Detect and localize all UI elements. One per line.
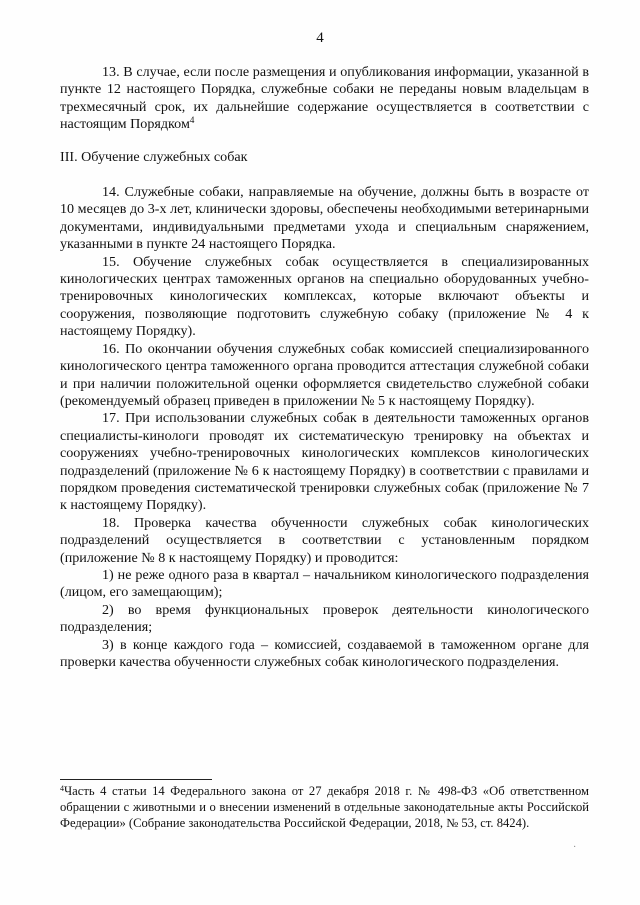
footnote-reference: 4 [189,115,195,126]
footnote-divider [60,779,212,780]
footnote-text: Часть 4 статьи 14 Федерального закона от 27 декабря 2018 г. № 498-ФЗ «Об ответственном обращении с животными и о внесении изменений в отдельные законодательные акты Российской Федерации» (Собрание законодательства Российской Федерации, 2018, № 53, ст. 8424). [60,784,589,830]
list-item-18-3: 3) в конце каждого года – комиссией, создаваемой в таможенном органе для проверки качества обученности служебных собак кинологического подразделения. [60,636,589,670]
list-item-18-2: 2) во время функциональных проверок деятельности кинологического подразделения; [60,601,589,636]
footnote [60,784,589,831]
paragraph-13-text: 13. В случае, если после размещения и опубликования информации, указанной в пункте 12 настоящего Порядка, служебные собаки не переданы новым владельцам в трехмесячный срок, их дальнейшие содержание осуществляется в соответствии с настоящим Порядком [60,64,589,133]
paragraph-16: 16. По окончании обучения служебных собак комиссией специализированного кинологического центра таможенного органа проводится аттестация служебной собаки и при наличии положительной оценки оформляется свидетельство служебной собаки (рекомендуемый образец приведен в приложении № 5 к настоящему Порядку). [60,340,589,409]
list-item-18-1: 1) не реже одного раза в квартал – начальником кинологического подразделения (лицом, его замещающим); [60,566,589,601]
document-body [60,64,589,671]
paragraph-18: 18. Проверка качества обученности служебных собак кинологических подразделений осуществляется в соответствии с установленным порядком (приложение № 8 к настоящему Порядку) и проводится: [60,514,589,566]
scan-mark: · [573,842,577,853]
paragraph-14: 14. Служебные собаки, направляемые на обучение, должны быть в возрасте от 10 месяцев до 3-х лет, клинически здоровы, обеспечены необходимыми ветеринарными документами, индивидуальными предметами ухода и специальным снаряжением, указанными в пункте 24 настоящего Порядка. [60,184,589,253]
paragraph-15: 15. Обучение служебных собак осуществляется в специализированных кинологических центрах таможенных органов на специально оборудованных учебно-тренировочных кинологических комплексах, которые включают объекты и сооружения, позволяющие подготовить служебную собаку (приложение № 4 к настоящему Порядку). [60,253,589,340]
footnote-mark: 4 [60,784,64,793]
section-heading: III. Обучение служебных собак [60,148,248,165]
paragraph-17: 17. При использовании служебных собак в деятельности таможенных органов специалисты-кинологи проводят их систематическую тренировку на объектах и сооружениях учебно-тренировочных кинологических комплексов кинологических подразделений (приложение № 6 к настоящему Порядку) в соответствии с правилами и порядком проведения систематической тренировки служебных собак (приложение № 7 к настоящему Порядку). [60,410,589,514]
page-number: 4 [316,30,324,46]
paragraph-13 [60,64,589,134]
